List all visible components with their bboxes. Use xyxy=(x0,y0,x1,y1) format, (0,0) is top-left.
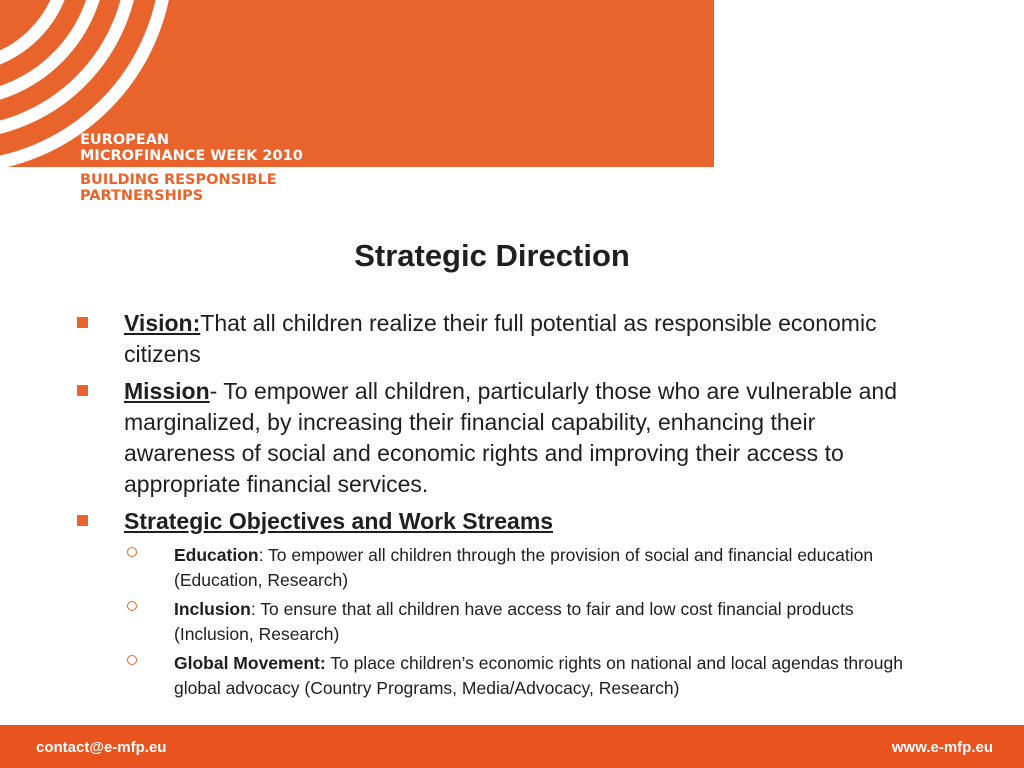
contact-email-link[interactable]: contact@e-mfp.eu xyxy=(36,739,167,756)
circle-bullet-icon xyxy=(127,655,137,665)
education-label: Education xyxy=(174,545,259,565)
event-title-line2: MICROFINANCE WEEK 2010 xyxy=(80,148,303,164)
tagline-line2: PARTNERSHIPS xyxy=(80,188,204,204)
inclusion-text: : To ensure that all children have access to fair and low cost financial products (Inclusion, Research) xyxy=(174,599,854,644)
website-link[interactable]: www.e-mfp.eu xyxy=(891,739,993,756)
circle-bullet-icon xyxy=(127,601,137,611)
header-banner xyxy=(0,0,714,167)
objectives-bullet xyxy=(0,506,1024,537)
slide-title: Strategic Direction xyxy=(354,238,630,273)
vision-text: That all children realize their full potential as responsible economic citizens xyxy=(124,310,877,367)
tagline-line1: BUILDING RESPONSIBLE xyxy=(80,172,277,188)
event-title-line1: EUROPEAN xyxy=(80,132,170,148)
vision-label: Vision: xyxy=(124,310,201,336)
global-movement-text: To place children’s economic rights on national and local agendas through global advocacy (Country Programs, Media/Advocacy, Research) xyxy=(174,653,903,698)
square-bullet-icon xyxy=(77,385,88,396)
objectives-label: Strategic Objectives and Work Streams xyxy=(124,508,554,534)
circle-bullet-icon xyxy=(127,547,137,557)
mission-label: Mission xyxy=(124,378,210,404)
vision-bullet xyxy=(0,308,1024,370)
inclusion-label: Inclusion xyxy=(174,599,251,619)
bullet-list xyxy=(0,308,1024,705)
objective-global-movement xyxy=(0,651,1024,701)
event-tagline xyxy=(80,172,277,204)
footer-bar xyxy=(0,725,1024,768)
objective-education xyxy=(0,543,1024,593)
mission-bullet xyxy=(0,376,1024,500)
global-movement-label: Global Movement: xyxy=(174,653,326,673)
square-bullet-icon xyxy=(77,317,88,328)
square-bullet-icon xyxy=(77,515,88,526)
education-text: : To empower all children through the provision of social and financial education (Education, Research) xyxy=(174,545,874,590)
event-title xyxy=(80,132,303,164)
mission-text: - To empower all children, particularly those who are vulnerable and marginalized, by increasing their financial capability, enhancing their awareness of social and economic rights and improving their access to appropriate financial services. xyxy=(124,378,898,497)
objective-inclusion xyxy=(0,597,1024,647)
